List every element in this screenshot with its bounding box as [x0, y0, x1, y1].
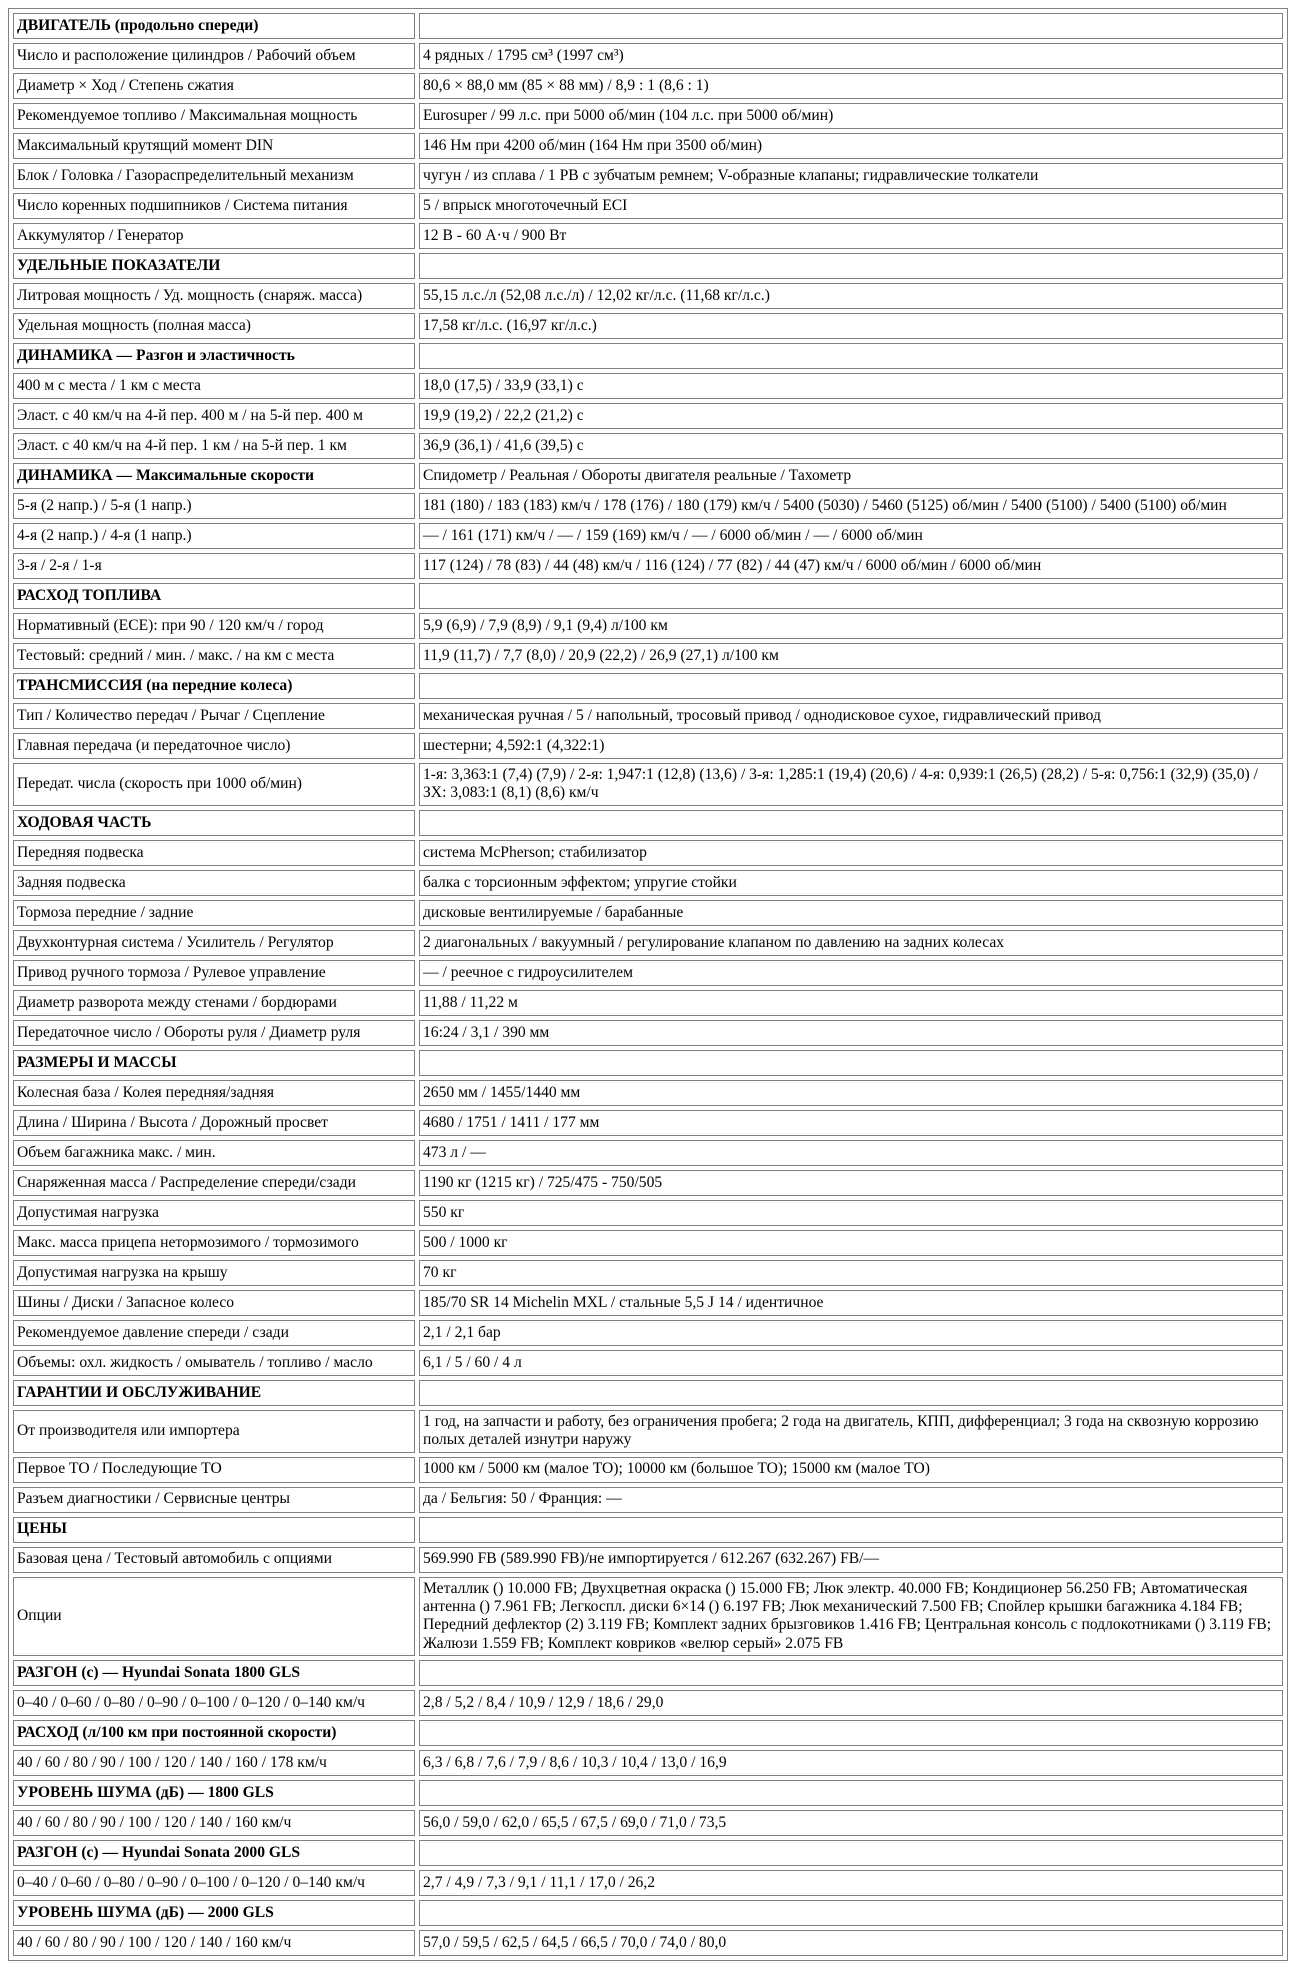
spec-row — [13, 523, 1283, 549]
spec-row — [13, 763, 1283, 806]
spec-value: чугун / из сплава / 1 РВ с зубчатым ремнем; V-образные клапаны; гидравлические толкатели — [419, 163, 1283, 189]
spec-row — [13, 1110, 1283, 1136]
section-header-row — [13, 1840, 1283, 1866]
spec-label: Эласт. с 40 км/ч на 4-й пер. 400 м / на 5-й пер. 400 м — [13, 403, 415, 429]
section-empty-cell — [419, 810, 1283, 836]
spec-value: 2,7 / 4,9 / 7,3 / 9,1 / 11,1 / 17,0 / 26,2 — [419, 1870, 1283, 1896]
spec-value: система McPherson; стабилизатор — [419, 840, 1283, 866]
spec-value: — / 161 (171) км/ч / — / 159 (169) км/ч / — / 6000 об/мин / — / 6000 об/мин — [419, 523, 1283, 549]
section-empty-cell — [419, 13, 1283, 39]
section-header-row — [13, 1380, 1283, 1406]
spec-value: 80,6 × 88,0 мм (85 × 88 мм) / 8,9 : 1 (8,6 : 1) — [419, 73, 1283, 99]
section-empty-cell — [419, 1050, 1283, 1076]
spec-label: Допустимая нагрузка на крышу — [13, 1260, 415, 1286]
spec-label: 0–40 / 0–60 / 0–80 / 0–90 / 0–100 / 0–120 / 0–140 км/ч — [13, 1870, 415, 1896]
spec-row — [13, 840, 1283, 866]
spec-value: 6,3 / 6,8 / 7,6 / 7,9 / 8,6 / 10,3 / 10,4 / 13,0 / 16,9 — [419, 1750, 1283, 1776]
spec-value: 18,0 (17,5) / 33,9 (33,1) с — [419, 373, 1283, 399]
section-empty-cell — [419, 1900, 1283, 1926]
spec-label: Объемы: охл. жидкость / омыватель / топливо / масло — [13, 1350, 415, 1376]
spec-value: 569.990 FB (589.990 FB)/не импортируется / 612.267 (632.267) FB/— — [419, 1547, 1283, 1573]
spec-value: 185/70 SR 14 Michelin MXL / стальные 5,5 J 14 / идентичное — [419, 1290, 1283, 1316]
section-column-legend: Спидометр / Реальная / Обороты двигателя реальные / Тахометр — [419, 463, 1283, 489]
section-header-row — [13, 463, 1283, 489]
spec-row — [13, 733, 1283, 759]
spec-value: 56,0 / 59,0 / 62,0 / 65,5 / 67,5 / 69,0 / 71,0 / 73,5 — [419, 1810, 1283, 1836]
spec-label: 3-я / 2-я / 1-я — [13, 553, 415, 579]
spec-row — [13, 433, 1283, 459]
section-header-row — [13, 1050, 1283, 1076]
section-empty-cell — [419, 343, 1283, 369]
section-empty-cell — [419, 1660, 1283, 1686]
spec-row — [13, 1577, 1283, 1657]
spec-value: 117 (124) / 78 (83) / 44 (48) км/ч / 116 (124) / 77 (82) / 44 (47) км/ч / 6000 об/мин / 6000 об/мин — [419, 553, 1283, 579]
section-title: ДИНАМИКА — Максимальные скорости — [13, 463, 415, 489]
spec-value: 2,8 / 5,2 / 8,4 / 10,9 / 12,9 / 18,6 / 29,0 — [419, 1690, 1283, 1716]
spec-value: 16:24 / 3,1 / 390 мм — [419, 1020, 1283, 1046]
spec-table — [8, 8, 1288, 1961]
section-empty-cell — [419, 1517, 1283, 1543]
spec-label: Передаточное число / Обороты руля / Диаметр руля — [13, 1020, 415, 1046]
spec-table-body — [13, 13, 1283, 1956]
spec-label: 40 / 60 / 80 / 90 / 100 / 120 / 140 / 160 км/ч — [13, 1930, 415, 1956]
spec-row — [13, 870, 1283, 896]
spec-value: 4680 / 1751 / 1411 / 177 мм — [419, 1110, 1283, 1136]
spec-row — [13, 373, 1283, 399]
spec-value: 11,88 / 11,22 м — [419, 990, 1283, 1016]
spec-value: 55,15 л.с./л (52,08 л.с./л) / 12,02 кг/л.с. (11,68 кг/л.с.) — [419, 283, 1283, 309]
spec-label: Диаметр разворота между стенами / бордюрами — [13, 990, 415, 1016]
spec-value: 4 рядных / 1795 см³ (1997 см³) — [419, 43, 1283, 69]
spec-row — [13, 1690, 1283, 1716]
spec-label: Эласт. с 40 км/ч на 4-й пер. 1 км / на 5-й пер. 1 км — [13, 433, 415, 459]
spec-row — [13, 1350, 1283, 1376]
section-title: ХОДОВАЯ ЧАСТЬ — [13, 810, 415, 836]
spec-value: шестерни; 4,592:1 (4,322:1) — [419, 733, 1283, 759]
section-title: ЦЕНЫ — [13, 1517, 415, 1543]
spec-row — [13, 163, 1283, 189]
spec-value: 36,9 (36,1) / 41,6 (39,5) с — [419, 433, 1283, 459]
section-title: ДВИГАТЕЛЬ (продольно спереди) — [13, 13, 415, 39]
spec-row — [13, 1547, 1283, 1573]
spec-row — [13, 553, 1283, 579]
section-title: ТРАНСМИССИЯ (на передние колеса) — [13, 673, 415, 699]
spec-row — [13, 1320, 1283, 1346]
section-empty-cell — [419, 583, 1283, 609]
spec-row — [13, 1200, 1283, 1226]
spec-row — [13, 133, 1283, 159]
spec-row — [13, 1410, 1283, 1453]
spec-value: 1-я: 3,363:1 (7,4) (7,9) / 2-я: 1,947:1 (12,8) (13,6) / 3-я: 1,285:1 (19,4) (20,6) / 4-я: 0,939:1 (26,5) (28,2) / 5-я: 0,756:1 (32,9) (35,0) / ЗХ: 3,083:1 (8,1) (8,6) км/ч — [419, 763, 1283, 806]
spec-value: дисковые вентилируемые / барабанные — [419, 900, 1283, 926]
spec-row — [13, 1260, 1283, 1286]
spec-row — [13, 193, 1283, 219]
spec-label: Передняя подвеска — [13, 840, 415, 866]
spec-value: 19,9 (19,2) / 22,2 (21,2) с — [419, 403, 1283, 429]
spec-label: 400 м с места / 1 км с места — [13, 373, 415, 399]
section-empty-cell — [419, 673, 1283, 699]
section-title: ГАРАНТИИ И ОБСЛУЖИВАНИЕ — [13, 1380, 415, 1406]
spec-label: Аккумулятор / Генератор — [13, 223, 415, 249]
spec-value: 1190 кг (1215 кг) / 725/475 - 750/505 — [419, 1170, 1283, 1196]
section-title: УРОВЕНЬ ШУМА (дБ) — 1800 GLS — [13, 1780, 415, 1806]
section-header-row — [13, 1720, 1283, 1746]
section-header-row — [13, 1517, 1283, 1543]
spec-value: 57,0 / 59,5 / 62,5 / 64,5 / 66,5 / 70,0 / 74,0 / 80,0 — [419, 1930, 1283, 1956]
section-title: РАСХОД ТОПЛИВА — [13, 583, 415, 609]
section-header-row — [13, 343, 1283, 369]
spec-row — [13, 1930, 1283, 1956]
spec-row — [13, 1810, 1283, 1836]
spec-row — [13, 493, 1283, 519]
spec-label: Максимальный крутящий момент DIN — [13, 133, 415, 159]
spec-label: Тестовый: средний / мин. / макс. / на км с места — [13, 643, 415, 669]
section-empty-cell — [419, 1780, 1283, 1806]
spec-label: Объем багажника макс. / мин. — [13, 1140, 415, 1166]
spec-label: 5-я (2 напр.) / 5-я (1 напр.) — [13, 493, 415, 519]
spec-label: Базовая цена / Тестовый автомобиль с опциями — [13, 1547, 415, 1573]
spec-label: Главная передача (и передаточное число) — [13, 733, 415, 759]
spec-label: Нормативный (ECE): при 90 / 120 км/ч / город — [13, 613, 415, 639]
spec-value: 2650 мм / 1455/1440 мм — [419, 1080, 1283, 1106]
section-header-row — [13, 1900, 1283, 1926]
spec-label: Тормоза передние / задние — [13, 900, 415, 926]
spec-value: да / Бельгия: 50 / Франция: — — [419, 1487, 1283, 1513]
section-header-row — [13, 583, 1283, 609]
spec-label: Рекомендуемое топливо / Максимальная мощность — [13, 103, 415, 129]
spec-row — [13, 643, 1283, 669]
spec-label: Колесная база / Колея передняя/задняя — [13, 1080, 415, 1106]
spec-value: 12 В - 60 А·ч / 900 Вт — [419, 223, 1283, 249]
section-title: УДЕЛЬНЫЕ ПОКАЗАТЕЛИ — [13, 253, 415, 279]
section-header-row — [13, 13, 1283, 39]
spec-row — [13, 1230, 1283, 1256]
spec-label: От производителя или импортера — [13, 1410, 415, 1453]
spec-row — [13, 1487, 1283, 1513]
section-header-row — [13, 673, 1283, 699]
spec-label: Диаметр × Ход / Степень сжатия — [13, 73, 415, 99]
spec-row — [13, 1290, 1283, 1316]
spec-row — [13, 703, 1283, 729]
spec-label: Число и расположение цилиндров / Рабочий объем — [13, 43, 415, 69]
spec-label: Двухконтурная система / Усилитель / Регулятор — [13, 930, 415, 956]
spec-label: Первое ТО / Последующие ТО — [13, 1457, 415, 1483]
spec-label: Задняя подвеска — [13, 870, 415, 896]
spec-label: Макс. масса прицепа нетормозимого / тормозимого — [13, 1230, 415, 1256]
section-header-row — [13, 1780, 1283, 1806]
spec-label: 40 / 60 / 80 / 90 / 100 / 120 / 140 / 160 км/ч — [13, 1810, 415, 1836]
spec-value: 1000 км / 5000 км (малое ТО); 10000 км (большое ТО); 15000 км (малое ТО) — [419, 1457, 1283, 1483]
spec-value: 2 диагональных / вакуумный / регулирование клапаном по давлению на задних колесах — [419, 930, 1283, 956]
spec-value: 5,9 (6,9) / 7,9 (8,9) / 9,1 (9,4) л/100 км — [419, 613, 1283, 639]
spec-label: 4-я (2 напр.) / 4-я (1 напр.) — [13, 523, 415, 549]
spec-value: Металлик () 10.000 FB; Двухцветная окраска () 15.000 FB; Люк электр. 40.000 FB; Кондиционер 56.250 FB; Автоматическая антенна () 7.961 FB; Легкоспл. диски 6×14 () 6.197 FB; Люк механический 7.500 FB; Спойлер крышки багажника 4.184 FB; Передний дефлектор (2) 3.119 FB; Комплект задних брызговиков 1.416 FB; Центральная консоль с подлокотниками () 3.119 FB; Жалюзи 1.559 FB; Комплект ковриков «велюр серый» 2.075 FB — [419, 1577, 1283, 1657]
spec-label: Литровая мощность / Уд. мощность (снаряж. масса) — [13, 283, 415, 309]
spec-row — [13, 403, 1283, 429]
spec-value: — / реечное с гидроусилителем — [419, 960, 1283, 986]
spec-value: 473 л / — — [419, 1140, 1283, 1166]
spec-label: Опции — [13, 1577, 415, 1657]
spec-label: 0–40 / 0–60 / 0–80 / 0–90 / 0–100 / 0–120 / 0–140 км/ч — [13, 1690, 415, 1716]
spec-label: Длина / Ширина / Высота / Дорожный просвет — [13, 1110, 415, 1136]
section-empty-cell — [419, 1380, 1283, 1406]
spec-label: Удельная мощность (полная масса) — [13, 313, 415, 339]
spec-row — [13, 103, 1283, 129]
spec-row — [13, 1870, 1283, 1896]
section-header-row — [13, 810, 1283, 836]
spec-row — [13, 960, 1283, 986]
section-title: РАСХОД (л/100 км при постоянной скорости) — [13, 1720, 415, 1746]
section-header-row — [13, 253, 1283, 279]
spec-value: 70 кг — [419, 1260, 1283, 1286]
spec-row — [13, 613, 1283, 639]
spec-value: механическая ручная / 5 / напольный, тросовый привод / однодисковое сухое, гидравлический привод — [419, 703, 1283, 729]
spec-row — [13, 43, 1283, 69]
spec-label: Рекомендуемое давление спереди / сзади — [13, 1320, 415, 1346]
spec-label: Число коренных подшипников / Система питания — [13, 193, 415, 219]
spec-value: 550 кг — [419, 1200, 1283, 1226]
spec-row — [13, 1457, 1283, 1483]
section-empty-cell — [419, 253, 1283, 279]
spec-row — [13, 313, 1283, 339]
spec-label: Тип / Количество передач / Рычаг / Сцепление — [13, 703, 415, 729]
spec-value: 6,1 / 5 / 60 / 4 л — [419, 1350, 1283, 1376]
spec-label: Привод ручного тормоза / Рулевое управление — [13, 960, 415, 986]
spec-row — [13, 223, 1283, 249]
spec-row — [13, 990, 1283, 1016]
spec-label: Допустимая нагрузка — [13, 1200, 415, 1226]
section-title: ДИНАМИКА — Разгон и эластичность — [13, 343, 415, 369]
spec-label: Шины / Диски / Запасное колесо — [13, 1290, 415, 1316]
spec-value: 2,1 / 2,1 бар — [419, 1320, 1283, 1346]
spec-row — [13, 1140, 1283, 1166]
spec-row — [13, 1170, 1283, 1196]
spec-value: 146 Нм при 4200 об/мин (164 Нм при 3500 об/мин) — [419, 133, 1283, 159]
spec-value: 17,58 кг/л.с. (16,97 кг/л.с.) — [419, 313, 1283, 339]
spec-row — [13, 930, 1283, 956]
section-header-row — [13, 1660, 1283, 1686]
spec-value: балка с торсионным эффектом; упругие стойки — [419, 870, 1283, 896]
section-empty-cell — [419, 1720, 1283, 1746]
spec-row — [13, 283, 1283, 309]
spec-value: 5 / впрыск многоточечный ECI — [419, 193, 1283, 219]
section-title: РАЗГОН (с) — Hyundai Sonata 1800 GLS — [13, 1660, 415, 1686]
spec-row — [13, 1750, 1283, 1776]
spec-row — [13, 900, 1283, 926]
section-title: РАЗМЕРЫ И МАССЫ — [13, 1050, 415, 1076]
spec-value: 500 / 1000 кг — [419, 1230, 1283, 1256]
spec-row — [13, 73, 1283, 99]
spec-label: Снаряженная масса / Распределение спереди/сзади — [13, 1170, 415, 1196]
spec-value: 11,9 (11,7) / 7,7 (8,0) / 20,9 (22,2) / 26,9 (27,1) л/100 км — [419, 643, 1283, 669]
spec-row — [13, 1080, 1283, 1106]
spec-label: Разъем диагностики / Сервисные центры — [13, 1487, 415, 1513]
spec-label: Блок / Головка / Газораспределительный механизм — [13, 163, 415, 189]
spec-value: 181 (180) / 183 (183) км/ч / 178 (176) / 180 (179) км/ч / 5400 (5030) / 5460 (5125) об/мин / 5400 (5100) / 5400 (5100) об/мин — [419, 493, 1283, 519]
spec-row — [13, 1020, 1283, 1046]
spec-value: Eurosuper / 99 л.с. при 5000 об/мин (104 л.с. при 5000 об/мин) — [419, 103, 1283, 129]
section-empty-cell — [419, 1840, 1283, 1866]
spec-value: 1 год, на запчасти и работу, без ограничения пробега; 2 года на двигатель, КПП, дифференциал; 3 года на сквозную коррозию полых деталей изнутри наружу — [419, 1410, 1283, 1453]
spec-label: 40 / 60 / 80 / 90 / 100 / 120 / 140 / 160 / 178 км/ч — [13, 1750, 415, 1776]
section-title: УРОВЕНЬ ШУМА (дБ) — 2000 GLS — [13, 1900, 415, 1926]
spec-label: Передат. числа (скорость при 1000 об/мин) — [13, 763, 415, 806]
section-title: РАЗГОН (с) — Hyundai Sonata 2000 GLS — [13, 1840, 415, 1866]
